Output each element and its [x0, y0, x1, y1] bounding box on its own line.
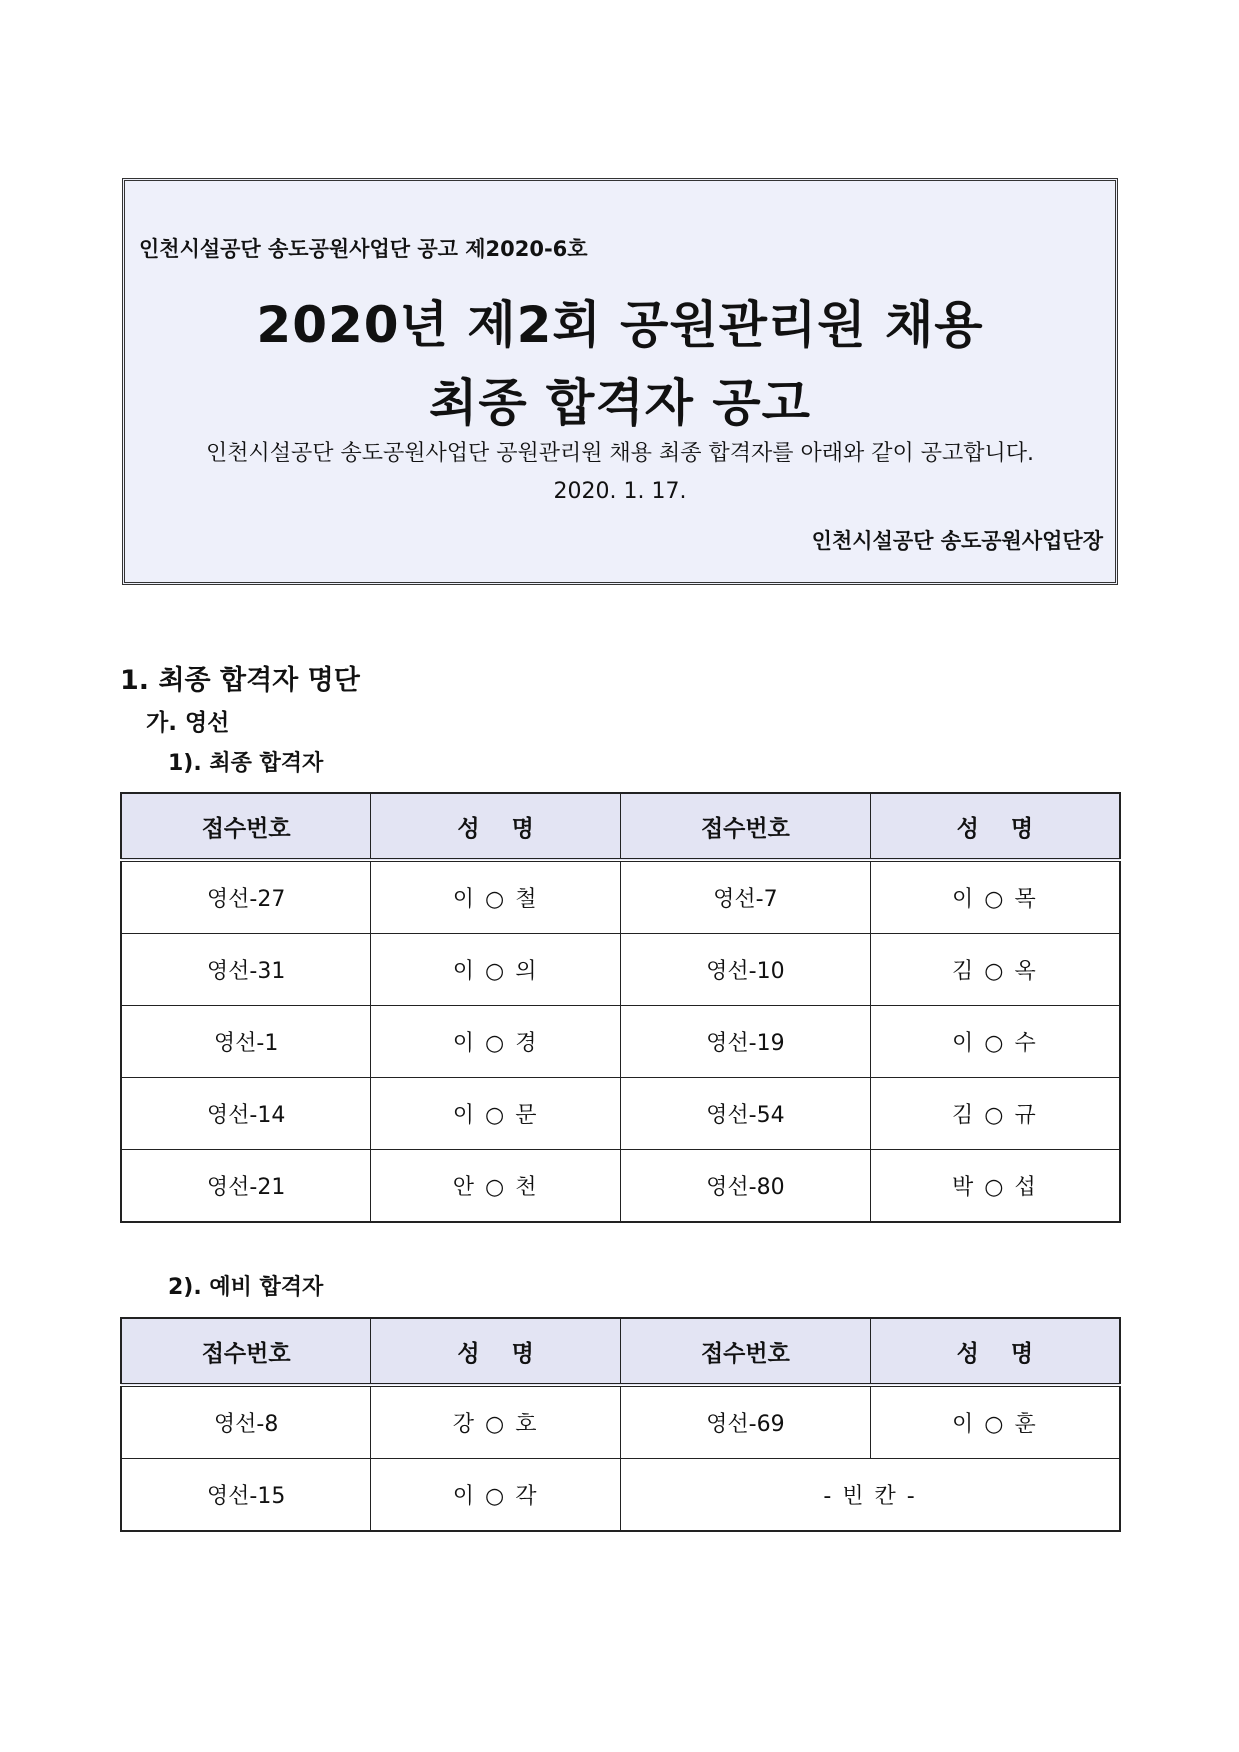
reg-no-cell: 영선-7 [621, 860, 871, 934]
table-header-row [121, 1318, 1120, 1385]
name-cell: 이 ○ 의 [371, 934, 621, 1006]
notice-number: 인천시설공단 송도공원사업단 공고 제2020-6호 [139, 237, 588, 261]
name-cell: 이 ○ 경 [371, 1006, 621, 1078]
reg-no-cell: 영선-8 [121, 1385, 371, 1459]
header-reg-no: 접수번호 [621, 793, 871, 860]
table-row [121, 1078, 1120, 1150]
name-cell: 이 ○ 각 [371, 1459, 621, 1532]
section-subheading: 가. 영선 [146, 710, 230, 736]
reg-no-cell: 영선-27 [121, 860, 371, 934]
header-reg-no: 접수번호 [121, 793, 371, 860]
table-header-row [121, 793, 1120, 860]
reg-no-cell: 영선-19 [621, 1006, 871, 1078]
reg-no-cell: 영선-31 [121, 934, 371, 1006]
header-reg-no: 접수번호 [121, 1318, 371, 1385]
reg-no-cell: 영선-15 [121, 1459, 371, 1532]
name-cell: 박 ○ 섭 [870, 1150, 1120, 1223]
table-row [121, 1006, 1120, 1078]
title-line-2: 최종 합격자 공고 [429, 374, 811, 432]
reg-no-cell: 영선-80 [621, 1150, 871, 1223]
name-cell: 김 ○ 규 [870, 1078, 1120, 1150]
notice-box [122, 178, 1118, 585]
notice-description: 인천시설공단 송도공원사업단 공원관리원 채용 최종 합격자를 아래와 같이 공고합니다. [205, 441, 1034, 466]
name-cell: 안 ○ 천 [371, 1150, 621, 1223]
name-cell: 이 ○ 훈 [870, 1385, 1120, 1459]
table-row [121, 1150, 1120, 1223]
header-reg-no: 접수번호 [621, 1318, 871, 1385]
final-table [120, 792, 1121, 1223]
header-name: 성 명 [371, 793, 621, 860]
header-name: 성 명 [870, 1318, 1120, 1385]
reg-no-cell: 영선-54 [621, 1078, 871, 1150]
title-line-1: 2020년 제2회 공원관리원 채용 [256, 296, 984, 354]
header-name: 성 명 [870, 793, 1120, 860]
notice-date: 2020. 1. 17. [553, 479, 687, 504]
section-heading: 1. 최종 합격자 명단 [120, 665, 360, 696]
header-name: 성 명 [371, 1318, 621, 1385]
notice-signer: 인천시설공단 송도공원사업단장 [811, 529, 1103, 553]
name-cell: 이 ○ 목 [870, 860, 1120, 934]
table-row [121, 934, 1120, 1006]
name-cell: 이 ○ 문 [371, 1078, 621, 1150]
table-row [121, 1385, 1120, 1459]
reg-no-cell: 영선-10 [621, 934, 871, 1006]
reg-no-cell: 영선-69 [621, 1385, 871, 1459]
table-row [121, 860, 1120, 934]
reg-no-cell: 영선-21 [121, 1150, 371, 1223]
reg-no-cell: 영선-14 [121, 1078, 371, 1150]
name-cell: 강 ○ 호 [371, 1385, 621, 1459]
name-cell: 이 ○ 철 [371, 860, 621, 934]
name-cell: 김 ○ 옥 [870, 934, 1120, 1006]
name-cell: 이 ○ 수 [870, 1006, 1120, 1078]
final-list-label: 1). 최종 합격자 [168, 751, 324, 776]
reserve-table [120, 1317, 1121, 1532]
blank-cell: - 빈 칸 - [621, 1459, 1121, 1532]
reg-no-cell: 영선-1 [121, 1006, 371, 1078]
reserve-list-label: 2). 예비 합격자 [168, 1275, 324, 1300]
table-row [121, 1459, 1120, 1532]
